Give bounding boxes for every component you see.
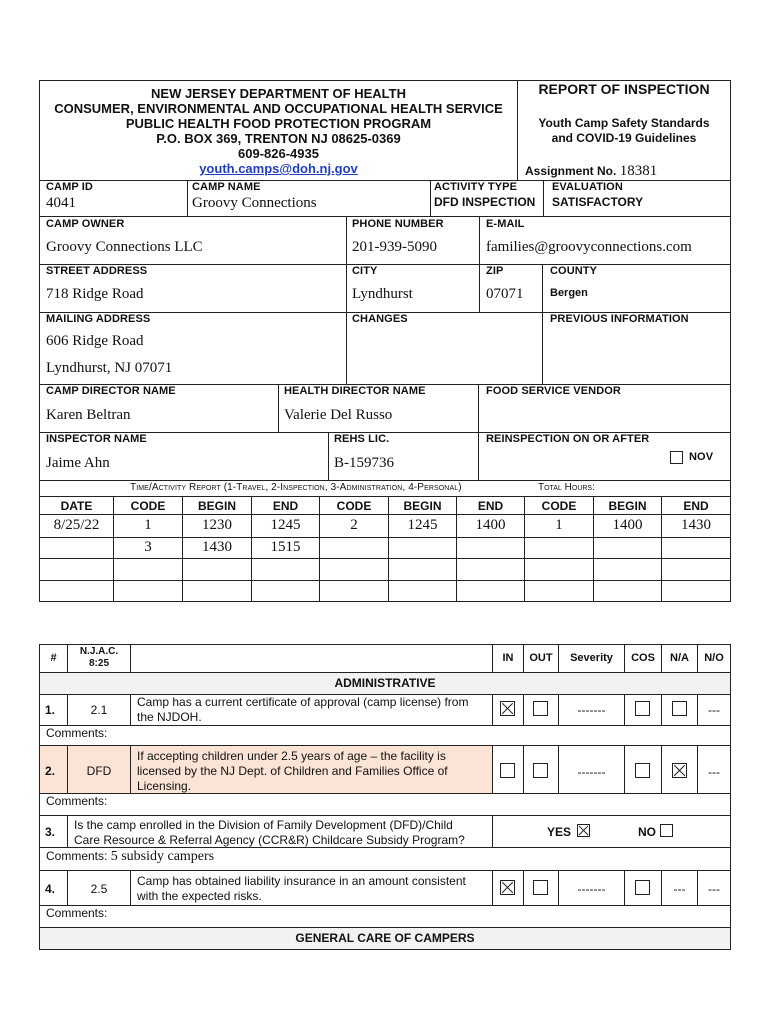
rule: [624, 870, 625, 905]
in-checkbox-checked[interactable]: [500, 701, 515, 716]
camp-owner-label: CAMP OWNER: [46, 218, 125, 230]
health-director-label: HEALTH DIRECTOR NAME: [284, 385, 426, 397]
rule: [39, 537, 731, 538]
director-value: Karen Beltran: [46, 407, 131, 423]
report-subtitle-1: Youth Camp Safety Standards: [538, 116, 710, 130]
assignment-number: 18381: [619, 163, 658, 179]
comments-label: Comments:: [46, 906, 108, 920]
street-label: STREET ADDRESS: [46, 265, 148, 277]
item-code: 2.1: [90, 703, 108, 717]
no-label: NO: [638, 825, 656, 839]
rule: [523, 745, 524, 793]
comments-label: Comments:: [46, 849, 108, 863]
col-header-in: IN: [502, 652, 514, 664]
email-value: families@groovyconnections.com: [486, 239, 692, 255]
rule: [130, 694, 131, 725]
col-header-out: OUT: [529, 652, 553, 664]
rule: [492, 694, 493, 725]
table-cell: 1400: [475, 517, 506, 533]
health-director-value: Valerie Del Russo: [284, 407, 393, 423]
zip-value: 07071: [486, 286, 524, 302]
item-number: 1.: [45, 703, 56, 717]
director-label: CAMP DIRECTOR NAME: [46, 385, 176, 397]
evaluation-value: SATISFACTORY: [552, 195, 644, 209]
rule: [130, 644, 131, 672]
item-text-line-1: If accepting children under 2.5 years of age – the facility is: [137, 749, 446, 763]
rule: [187, 180, 188, 216]
table-cell: 1430: [202, 539, 232, 555]
col-header-code: CODE: [541, 499, 577, 513]
rule: [39, 216, 731, 217]
camp-id-value: 4041: [46, 195, 76, 211]
item-number: 4.: [45, 882, 56, 896]
col-header-cos: COS: [631, 652, 655, 664]
severity-value: -------: [577, 703, 606, 717]
county-value: Bergen: [550, 287, 588, 299]
rule: [492, 815, 493, 847]
col-header-begin: BEGIN: [403, 499, 442, 513]
table-cell: 1430: [681, 517, 711, 533]
item-text-line-2: licensed by the NJ Dept. of Children and Families Office of: [137, 764, 448, 778]
table-cell: 3: [144, 539, 152, 555]
njac-chapter: 8:25: [88, 658, 109, 669]
nov-checkbox[interactable]: [670, 451, 683, 464]
rule: [39, 580, 731, 581]
in-checkbox[interactable]: [500, 763, 515, 778]
item-text-line-1: Camp has obtained liability insurance in an amount consistent: [137, 874, 466, 888]
item-code: DFD: [86, 764, 112, 778]
county-label: COUNTY: [550, 265, 598, 277]
changes-label: CHANGES: [352, 313, 408, 325]
col-header-num: #: [50, 652, 57, 664]
rule: [39, 480, 731, 481]
table-cell: 8/25/22: [53, 517, 100, 533]
table-cell: 1: [144, 517, 152, 533]
camp-id-label: CAMP ID: [46, 181, 93, 193]
mailing-label: MAILING ADDRESS: [46, 313, 151, 325]
out-checkbox[interactable]: [533, 701, 548, 716]
section-administrative: ADMINISTRATIVE: [40, 673, 730, 694]
mailing-line-1: 606 Ridge Road: [46, 333, 144, 349]
report-title: REPORT OF INSPECTION: [538, 81, 710, 97]
rule: [39, 815, 731, 816]
rule: [492, 745, 493, 793]
yes-label: YES: [547, 825, 572, 839]
time-activity-title: Time/Activity Report (1-Travel, 2-Inspection, 3-Administration, 4-Personal): [130, 482, 462, 493]
yes-checkbox-checked[interactable]: [577, 824, 590, 837]
email-label: E-MAIL: [486, 218, 525, 230]
agency-email-link[interactable]: youth.camps@doh.nj.gov: [199, 161, 358, 176]
rehs-value: B-159736: [334, 455, 394, 471]
comments-row: [46, 849, 214, 865]
njac-label: N.J.A.C.: [79, 646, 119, 657]
col-header-code: CODE: [336, 499, 372, 513]
no-value: ---: [708, 882, 720, 896]
nov-label: NOV: [689, 451, 714, 463]
rule: [39, 793, 731, 794]
table-cell: 1515: [270, 539, 301, 555]
col-header-end: END: [272, 499, 299, 513]
rule: [278, 384, 279, 432]
rule: [39, 180, 731, 181]
na-checkbox-checked[interactable]: [672, 763, 687, 778]
rule: [661, 694, 662, 725]
col-header-na: N/A: [670, 652, 689, 664]
out-checkbox[interactable]: [533, 763, 548, 778]
rule: [39, 870, 731, 871]
cos-checkbox[interactable]: [635, 880, 650, 895]
severity-value: -------: [577, 765, 606, 779]
col-header-code: CODE: [130, 499, 166, 513]
rule: [39, 644, 731, 645]
rule: [39, 905, 731, 906]
food-vendor-label: FOOD SERVICE VENDOR: [486, 385, 621, 397]
rule: [543, 180, 544, 216]
cos-checkbox[interactable]: [635, 763, 650, 778]
city-value: Lyndhurst: [352, 286, 413, 302]
rule: [730, 80, 731, 602]
severity-value: -------: [577, 882, 606, 896]
comments-label: Comments:: [46, 794, 108, 808]
section-general-care: GENERAL CARE OF CAMPERS: [40, 928, 730, 949]
activity-type-label: ACTIVITY TYPE: [434, 181, 517, 193]
rule: [39, 514, 731, 515]
rule: [39, 847, 731, 848]
out-checkbox[interactable]: [533, 880, 548, 895]
no-value: ---: [708, 765, 720, 779]
col-header-njac: [68, 646, 130, 670]
col-header-begin: BEGIN: [608, 499, 647, 513]
no-checkbox[interactable]: [660, 824, 673, 837]
col-header-no: N/O: [704, 652, 724, 664]
rule: [430, 180, 431, 216]
comments-label: Comments:: [46, 726, 108, 740]
rule: [542, 264, 543, 384]
table-cell: 1230: [202, 517, 232, 533]
table-cell: 1: [555, 517, 563, 533]
phone-value: 201-939-5090: [352, 239, 437, 255]
rule: [624, 745, 625, 793]
na-checkbox[interactable]: [672, 701, 687, 716]
reinspection-label: REINSPECTION ON OR AFTER: [486, 433, 650, 445]
rule: [523, 694, 524, 725]
na-value: ---: [673, 882, 686, 896]
col-header-end: END: [477, 499, 504, 513]
zip-label: ZIP: [486, 265, 504, 277]
city-label: CITY: [352, 265, 378, 277]
item-text-line-3: Licensing.: [137, 779, 192, 793]
agency-name: NEW JERSEY DEPARTMENT OF HEALTH: [151, 86, 406, 101]
inspector-value: Jaime Ahn: [46, 455, 110, 471]
rule: [130, 745, 131, 793]
assignment-label: [525, 163, 657, 180]
rule: [39, 949, 731, 950]
rule: [328, 432, 329, 480]
item-text-line-2: the NJDOH.: [137, 710, 202, 724]
rule: [39, 496, 731, 497]
rule: [39, 601, 731, 602]
mailing-line-2: Lyndhurst, NJ 07071: [46, 360, 173, 376]
item-number: 2.: [45, 764, 56, 778]
evaluation-label: EVALUATION: [552, 181, 623, 193]
rule: [523, 870, 524, 905]
item-text-line-1: Camp has a current certificate of approval (camp license) from: [137, 695, 469, 709]
item-text-line-1: Is the camp enrolled in the Division of Family Development (DFD)/Child: [74, 818, 453, 832]
agency-division: CONSUMER, ENVIRONMENTAL AND OCCUPATIONAL HEALTH SERVICE: [54, 101, 503, 116]
table-cell: 1245: [407, 517, 438, 533]
rule: [39, 725, 731, 726]
total-hours-label: Total Hours:: [538, 482, 595, 493]
in-checkbox-checked[interactable]: [500, 880, 515, 895]
phone-label: PHONE NUMBER: [352, 218, 444, 230]
street-value: 718 Ridge Road: [46, 286, 144, 302]
rule: [624, 694, 625, 725]
agency-phone: 609-826-4935: [238, 146, 319, 161]
rule: [67, 815, 68, 847]
rule: [492, 870, 493, 905]
item-code: 2.5: [90, 882, 108, 896]
cos-checkbox[interactable]: [635, 701, 650, 716]
rule: [346, 216, 347, 384]
agency-program: PUBLIC HEALTH FOOD PROTECTION PROGRAM: [125, 116, 432, 131]
item-number: 3.: [45, 825, 56, 839]
item-text-line-2: Care Resource & Referral Agency (CCR&R) Childcare Subsidy Program?: [74, 833, 465, 847]
rule: [661, 745, 662, 793]
rule: [39, 558, 731, 559]
agency-address: P.O. BOX 369, TRENTON NJ 08625-0369: [156, 131, 401, 146]
report-subtitle-2: and COVID-19 Guidelines: [551, 131, 697, 145]
assignment-label-text: Assignment No.: [525, 164, 617, 178]
inspector-label: INSPECTOR NAME: [46, 433, 147, 445]
camp-owner-value: Groovy Connections LLC: [46, 239, 203, 255]
previous-info-label: PREVIOUS INFORMATION: [550, 313, 689, 325]
activity-type-value: DFD INSPECTION: [434, 195, 536, 209]
rule: [130, 870, 131, 905]
rehs-label: REHS LIC.: [334, 433, 390, 445]
col-header-end: END: [683, 499, 709, 513]
col-header-severity: Severity: [570, 652, 613, 664]
table-cell: 2: [350, 517, 358, 533]
comment-value: 5 subsidy campers: [110, 849, 215, 864]
col-header-begin: BEGIN: [197, 499, 236, 513]
table-cell: 1245: [270, 517, 301, 533]
table-cell: 1400: [612, 517, 643, 533]
item-text-line-2: with the expected risks.: [137, 889, 262, 903]
col-header-date: DATE: [60, 499, 93, 513]
camp-name-value: Groovy Connections: [192, 195, 317, 211]
no-value: ---: [708, 703, 720, 717]
camp-name-label: CAMP NAME: [192, 181, 261, 193]
